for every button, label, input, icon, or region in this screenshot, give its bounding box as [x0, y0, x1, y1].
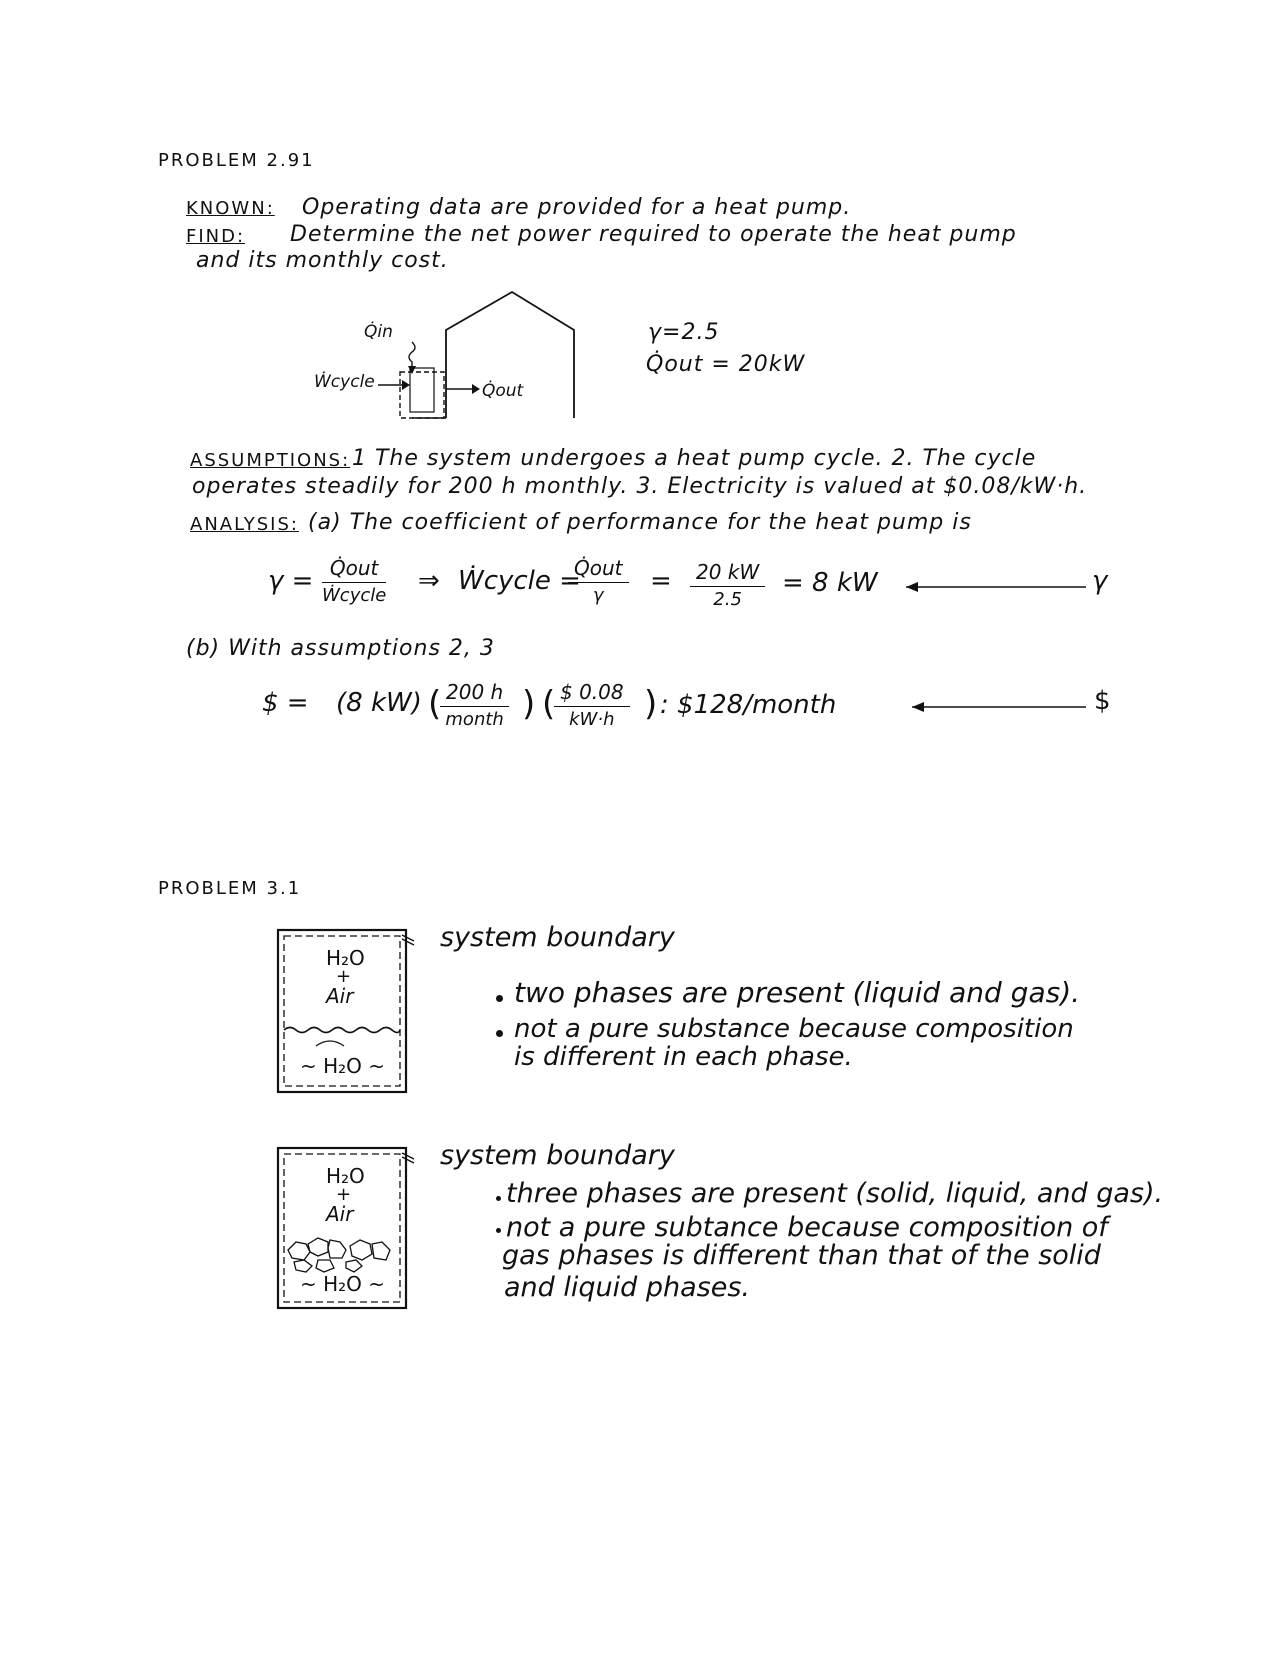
fig1-bullet-2-line-1: not a pure substance because composition	[514, 1014, 1074, 1044]
eq1-lhs: γ =	[268, 566, 314, 596]
find-text: Determine the net power required to operate the heat pump	[290, 222, 1017, 247]
eq1-frac-q-num: Q̇out	[568, 556, 629, 583]
eq2-answer-tag: $	[1094, 686, 1111, 716]
eq2-open-paren-2: (	[542, 684, 556, 724]
part-b-intro: (b) With assumptions 2, 3	[186, 636, 495, 661]
eq2-frac-hours-den: month	[445, 709, 504, 730]
fig1-bullet-2-line-2: is different in each phase.	[514, 1042, 853, 1072]
problem-title-2-91: PROBLEM 2.91	[158, 150, 315, 171]
eq2-close-paren-2: )	[644, 684, 658, 724]
eq1-implies-arrow: ⇒	[418, 566, 440, 596]
fig2-bullet-2-line-1: not a pure subtance because composition of	[506, 1212, 1108, 1243]
fig2-boundary-label: system boundary	[440, 1140, 675, 1171]
eq1-answer-tag: γ	[1092, 566, 1108, 596]
fig2-bullet-2-line-3: and liquid phases.	[504, 1272, 750, 1303]
eq2-frac-rate-den: kW·h	[569, 709, 615, 730]
q-out-label: Q̇out	[482, 381, 524, 401]
find-text-continued: and its monthly cost.	[196, 248, 449, 273]
given-q-out: Q̇out = 20kW	[646, 352, 806, 377]
find-label: FIND:	[186, 226, 246, 247]
fig2-ice-chunks	[288, 1238, 390, 1272]
fig2-bullet-2-line-2: gas phases is different than that of the solid	[502, 1240, 1101, 1271]
fig1-air: Air	[326, 984, 354, 1008]
eq2-frac-hours-num: 200 h	[440, 680, 509, 707]
fig2-bullet-dot-1	[496, 1196, 501, 1201]
eq2-open-paren-1: (	[428, 684, 442, 724]
eq1-frac-cop-den: Ẇcycle	[322, 585, 387, 606]
eq1-frac-q-den: γ	[592, 585, 604, 606]
fig2-plus: +	[336, 1184, 352, 1205]
eq1-result: = 8 kW	[782, 568, 878, 598]
eq1-frac-values-num: 20 kW	[690, 560, 765, 587]
assumptions-line-1: 1 The system undergoes a heat pump cycle. 2. The cycle	[352, 446, 1037, 471]
fig2-gas-h2o: H₂O	[326, 1164, 365, 1188]
eq2-frac-rate-num: $ 0.08	[554, 680, 630, 707]
eq1-frac-values-den: 2.5	[713, 589, 742, 610]
w-cycle-label: Ẇcycle	[314, 372, 375, 392]
eq1-frac-cop-num: Q̇out	[322, 556, 386, 583]
problem-title-3-1: PROBLEM 3.1	[158, 878, 302, 899]
eq2-power-term: (8 kW)	[336, 688, 422, 718]
fig2-liquid-h2o: ~ H₂O ~	[300, 1272, 386, 1296]
analysis-intro: (a) The coefficient of performance for the heat pump is	[308, 510, 972, 535]
fig1-gas-h2o: H₂O	[326, 946, 365, 970]
known-text: Operating data are provided for a heat pump.	[302, 195, 852, 220]
assumptions-line-2: operates steadily for 200 h monthly. 3. Electricity is valued at $0.08/kW·h.	[192, 474, 1088, 499]
fig1-bullet-1: two phases are present (liquid and gas).	[514, 976, 1081, 1009]
eq2-result: : $128/month	[660, 690, 837, 720]
given-gamma: γ=2.5	[648, 320, 720, 345]
fig1-liquid-h2o: ~ H₂O ~	[300, 1054, 386, 1078]
eq1-equals: =	[650, 566, 672, 596]
fig2-bullet-1: three phases are present (solid, liquid, and gas).	[506, 1178, 1164, 1209]
q-in-label: Q̇in	[364, 322, 393, 342]
eq2-lhs: $ =	[262, 688, 309, 718]
known-label: KNOWN:	[186, 198, 275, 219]
eq2-close-paren-1: )	[522, 684, 536, 724]
fig1-boundary-label: system boundary	[440, 922, 675, 953]
fig1-plus: +	[336, 966, 352, 987]
analysis-label: ANALYSIS:	[190, 514, 299, 535]
eq1-w-cycle: Ẇcycle =	[458, 566, 581, 596]
fig2-bullet-dot-2	[496, 1228, 501, 1233]
assumptions-label: ASSUMPTIONS:	[190, 450, 351, 471]
fig2-air: Air	[326, 1202, 354, 1226]
